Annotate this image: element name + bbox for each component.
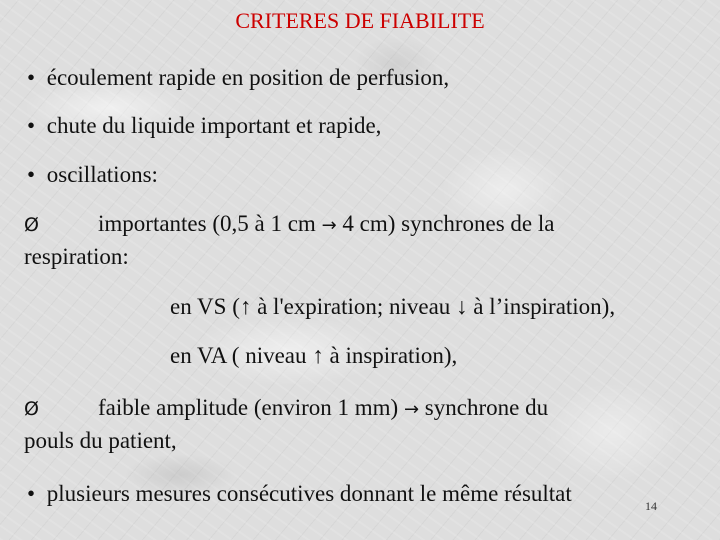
bullet-item-1 xyxy=(27,63,449,93)
bullet-item-4 xyxy=(27,479,572,509)
slide-title: CRITERES DE FIABILITE xyxy=(235,8,485,33)
page-number: 14 xyxy=(645,499,657,513)
sub-bullet-item-1 xyxy=(24,209,554,241)
sub-bullet-text-end: 4 cm) synchrones de la xyxy=(342,211,555,236)
sub-bullet-text-start: importantes (0,5 à 1 cm xyxy=(98,211,316,236)
right-arrow-icon: → xyxy=(321,215,337,236)
sub-bullet-2-continuation: pouls du patient, xyxy=(24,428,177,453)
arrow-bullet-icon: Ø xyxy=(24,398,39,420)
sub-bullet-item-2 xyxy=(24,393,548,425)
bullet-text: plusieurs mesures consécutives donnant le même résultat xyxy=(46,481,572,506)
bullet-item-2 xyxy=(27,111,381,141)
bullet-icon: • xyxy=(27,162,36,187)
sub-bullet-text-end: synchrone du xyxy=(424,395,549,420)
bullet-icon: • xyxy=(27,481,36,506)
sub-bullet-1-continuation: respiration: xyxy=(24,244,129,269)
arrow-bullet-icon: Ø xyxy=(24,214,39,236)
bullet-item-3 xyxy=(27,160,158,190)
vs-line: en VS (↑ à l'expiration; niveau ↓ à l’inspiration), xyxy=(170,294,616,319)
bullet-text: oscillations: xyxy=(46,162,158,187)
bullet-text: écoulement rapide en position de perfusion, xyxy=(46,65,450,90)
va-line: en VA ( niveau ↑ à inspiration), xyxy=(170,343,458,368)
bullet-icon: • xyxy=(27,65,36,90)
right-arrow-icon: → xyxy=(403,399,420,420)
sub-bullet-text-start: faible amplitude (environ 1 mm) xyxy=(98,395,399,420)
bullet-text: chute du liquide important et rapide, xyxy=(46,113,382,138)
bullet-icon: • xyxy=(27,113,36,138)
